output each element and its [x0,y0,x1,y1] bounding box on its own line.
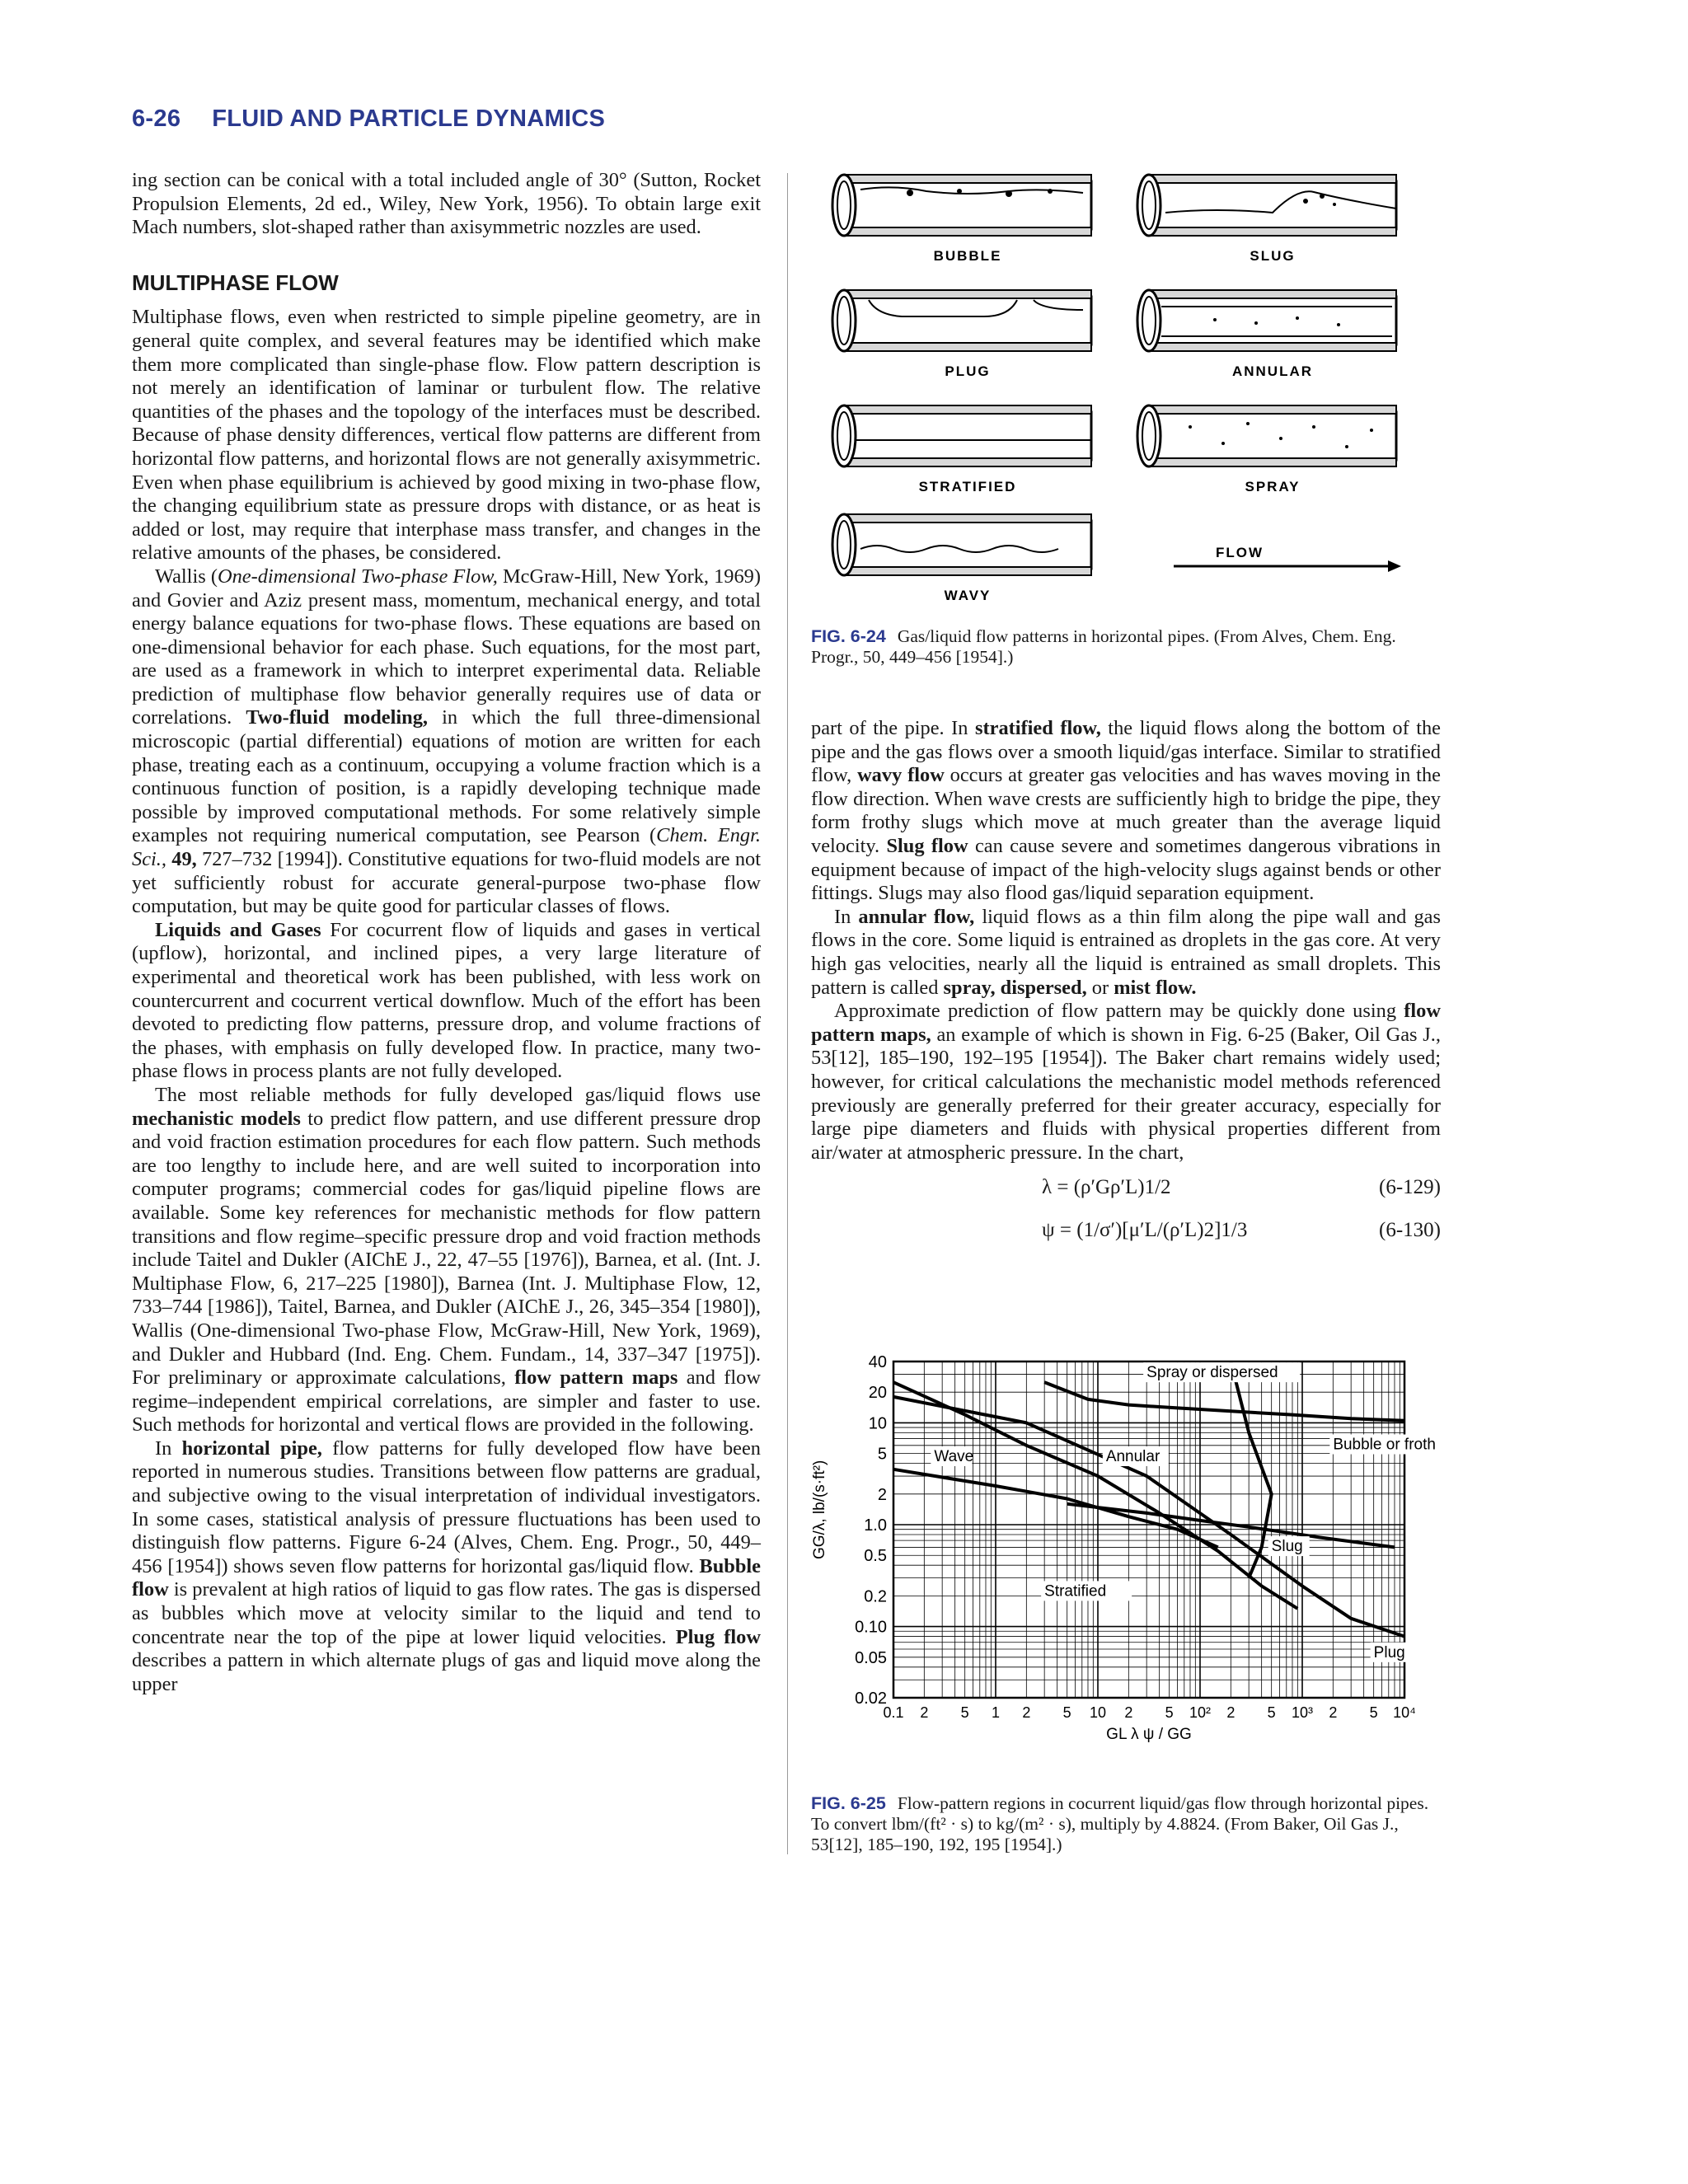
paragraph-1: Multiphase flows, even when restricted to simple pipeline geometry, are in general quite complex, and several features may be identified which make them more complicated than single-phase flow. Flow pattern description is not merely an identification of laminar or turbulent flow. The relative quantities of the phases and the topology of the interfaces must be described. Because of phase density differences, vertical flow patterns are different from horizontal flow patterns, and horizontal flows are not generally axisymmetric. Even when phase equilibrium is achieved by good mixing in two-phase flow, the changing equilibrium state as pressure drops with distance, or as heat is added or lost, may require that interphase mass transfer, and changes in the relative amounts of the phases, be considered. [132,306,761,565]
fig-6-25 [811,1352,1441,1788]
x-tick-label: 1 [991,1704,1001,1721]
label-bubble: BUBBLE [933,248,1002,264]
flow-pattern-illustration [811,165,1441,626]
paragraph-mechanistic: The most reliable methods for fully developed gas/liquid flows use mechanistic models to predict flow pattern, and use different pressure drop and void fraction estimation procedures for each flow pattern. Such methods are too lengthy to include here, and are well suited to incorporation into computer programs; commercial codes for gas/liquid pipeline flows are available. Some key references for mechanistic methods for flow pattern transitions and flow regime–specific pressure drop and void fraction methods include Taitel and Dukler (AIChE J., 22, 47–55 [1976]), Barnea, et al. (Int. J. Multiphase Flow, 6, 217–225 [1980]), Barnea (Int. J. Multiphase Flow, 12, 733–744 [1986]), Taitel, Barnea, and Dukler (AIChE J., 26, 345–354 [1980]), Wallis (One-dimensional Two-phase Flow, McGraw-Hill, New York, 1969), and Dukler and Hubbard (Ind. Eng. Chem. Fundam., 14, 337–347 [1975]). For preliminary or approximate calculations, flow pattern maps and flow regime–independent empirical correlations, are simpler and faster to use. Such methods for horizontal and vertical flows are provided in the following. [132,1083,761,1436]
paragraph-baker: Approximate prediction of flow pattern may be quickly done using flow pattern maps, an example of which is shown in Fig. 6-25 (Baker, Oil Gas J., 53[12], 185–190, 192–195 [1954]). The Baker chart remains widely used; however, for critical calculations the mechanistic model methods referenced previously are generally preferred for their greater accuracy, especially for large pipe diameters and fluids with physical properties different from air/water at atmospheric pressure. In the chart, [811,1000,1441,1164]
left-column [132,169,761,1696]
label-stratified: STRATIFIED [918,479,1017,494]
y-tick-label: 2 [877,1485,887,1504]
x-tick-label: 5 [960,1704,969,1721]
y-tick-label: 0.10 [855,1618,887,1637]
x-tick-label: 10³ [1291,1704,1314,1721]
x-tick-label: 2 [1226,1704,1236,1721]
y-tick-label: 20 [868,1384,887,1403]
y-tick-label: 0.05 [855,1648,887,1667]
x-tick-label: 5 [1165,1704,1174,1721]
pipe-annular [1137,290,1396,351]
x-tick-label: 5 [1062,1704,1071,1721]
y-tick-label: 10 [868,1414,887,1433]
running-header [132,105,605,133]
right-column [811,717,1441,1257]
region-label: Slug [1271,1538,1303,1556]
y-tick-label: 40 [868,1353,887,1371]
pipe-slug [1137,175,1396,236]
fig-6-25-caption: FIG. 6-25 Flow-pattern regions in cocurrent liquid/gas flow through horizontal pipes. To convert lbm/(ft² · s) to kg/(m² · s), multiply by 4.8824. (From Baker, Oil Gas J., 53[12], 185–190, 192, 195 [1954].) [811,1793,1429,1854]
region-label: Annular [1105,1447,1160,1465]
x-tick-label: 5 [1369,1704,1378,1721]
pipe-spray [1137,405,1396,466]
paragraph-2: Wallis (One-dimensional Two-phase Flow, McGraw-Hill, New York, 1969) and Govier and Aziz present mass, momentum, mechanical energy, and total energy balance equations for two-phase flows. These equations are based on one-dimensional behavior for each phase. Such equations, for the most part, are used as a framework in which to interpret experimental data. Reliable prediction of multiphase flow behavior generally requires use of data or correlations. Two-fluid modeling, in which the full three-dimensional microscopic (partial differential) equations of motion are written for each phase, treating each as a continuum, occupying a volume fraction which is a continuous function of position, is a rapidly developing technique made possible by improved computational methods. For some relatively simple examples not requiring numerical computation, see Pearson (Chem. Engr. Sci., 49, 727–732 [1994]). Constitutive equations for two-fluid models are not yet sufficiently robust for accurate general-purpose two-phase flow computation, but may be quite good for particular classes of flows. [132,565,761,918]
column-divider [787,173,788,1854]
equation-6-129: λ = (ρ′Gρ′L)1/2 (6-129) [1042,1176,1441,1199]
label-spray: SPRAY [1245,479,1301,494]
region-label: Stratified [1044,1582,1107,1601]
section-heading: MULTIPHASE FLOW [132,269,339,295]
x-tick-label: 10⁴ [1393,1704,1416,1721]
label-wavy: WAVY [944,588,992,603]
baker-chart [811,1352,1441,1788]
x-tick-label: 2 [1022,1704,1031,1721]
chapter-title: FLUID AND PARTICLE DYNAMICS [212,105,606,132]
y-tick-label: 0.02 [855,1690,887,1708]
region-label: Spray or dispersed [1146,1364,1278,1382]
equation-6-130: ψ = (1/σ′)[μ′L/(ρ′L)2]1/3 (6-130) [1042,1219,1441,1242]
paragraph-liquids-gases: Liquids and Gases For cocurrent flow of liquids and gases in vertical (upflow), horizontal, and inclined pipes, a very large literature of experimental and theoretical work has been published, with less work on countercurrent and cocurrent vertical downflow. Much of the effort has been devoted to predicting flow patterns, pressure drop, and volume fractions of the phases, with emphasis on fully developed flow. In practice, many two-phase flows in process plants are not fully developed. [132,918,761,1083]
region-label: Bubble or froth [1333,1436,1436,1454]
x-tick-label: 2 [1329,1704,1338,1721]
x-tick-label: 5 [1267,1704,1276,1721]
paragraph-annular: In annular flow, liquid flows as a thin film along the pipe wall and gas flows in the core. Some liquid is entrained as droplets in the gas core. At very high gas velocities, nearly all the liquid is entrained as small droplets. This pattern is called spray, dispersed, or mist flow. [811,905,1441,999]
x-tick-label: 0.1 [883,1704,904,1721]
pipe-wavy [832,514,1091,575]
pipe-stratified [832,405,1091,466]
fig-6-24-caption: FIG. 6-24 Gas/liquid flow patterns in horizontal pipes. (From Alves, Chem. Eng. Progr., 50, 449–456 [1954].) [811,626,1396,667]
x-tick-label: 2 [1124,1704,1133,1721]
paragraph-horizontal: In horizontal pipe, flow patterns for fully developed flow have been reported in numerous studies. Transitions between flow patterns are gradual, and subjective owing to the visual interpretation of individual investigators. In some cases, statistical analysis of pressure fluctuations has been used to distinguish flow patterns. Figure 6-24 (Alves, Chem. Eng. Progr., 50, 449–456 [1954]) shows seven flow patterns for horizontal gas/liquid flow. Bubble flow is prevalent at high ratios of liquid to gas flow rates. The gas is dispersed as bubbles which move at velocity similar to the liquid and tend to concentrate near the top of the pipe at lower liquid velocities. Plug flow describes a pattern in which alternate plugs of gas and liquid move along the upper [132,1436,761,1695]
label-flow: FLOW [1215,545,1264,560]
y-tick-label: 0.2 [864,1587,887,1606]
x-tick-label: 10 [1089,1704,1107,1721]
y-tick-label: 0.5 [864,1547,887,1566]
label-plug: PLUG [945,363,991,379]
region-label: Plug [1373,1643,1405,1661]
x-tick-label: 2 [920,1704,929,1721]
paragraph-stratified: part of the pipe. In stratified flow, the liquid flows along the bottom of the pipe and the gas flows over a smooth liquid/gas interface. Similar to stratified flow, wavy flow occurs at greater gas velocities and has waves moving in the flow direction. When wave crests are sufficiently high to bridge the pipe, they form frothy slugs which move at much greater than the average liquid velocity. Slug flow can cause severe and sometimes dangerous vibrations in equipment because of impact of the high-velocity slugs against bends or other fittings. Slugs may also flood gas/liquid separation equipment. [811,717,1441,905]
page-number: 6-26 [132,105,181,132]
label-annular: ANNULAR [1231,363,1314,379]
fig-6-24 [811,165,1441,626]
x-axis-label: GL λ ψ / GG [1106,1726,1192,1743]
intro-paragraph: ing section can be conical with a total included angle of 30° (Sutton, Rocket Propulsion Elements, 2d ed., Wiley, New York, 1956). To obtain large exit Mach numbers, slot-shaped rather than axisymmetric nozzles are used. [132,169,761,239]
pipe-plug [832,290,1091,351]
region-label: Wave [934,1447,974,1465]
pipe-bubble [832,175,1091,236]
label-slug: SLUG [1250,248,1296,264]
x-tick-label: 10² [1189,1704,1212,1721]
y-tick-label: 1.0 [864,1516,887,1535]
y-axis-label: GG/λ, lb/(s·ft²) [811,1460,828,1559]
y-tick-label: 5 [877,1445,887,1464]
